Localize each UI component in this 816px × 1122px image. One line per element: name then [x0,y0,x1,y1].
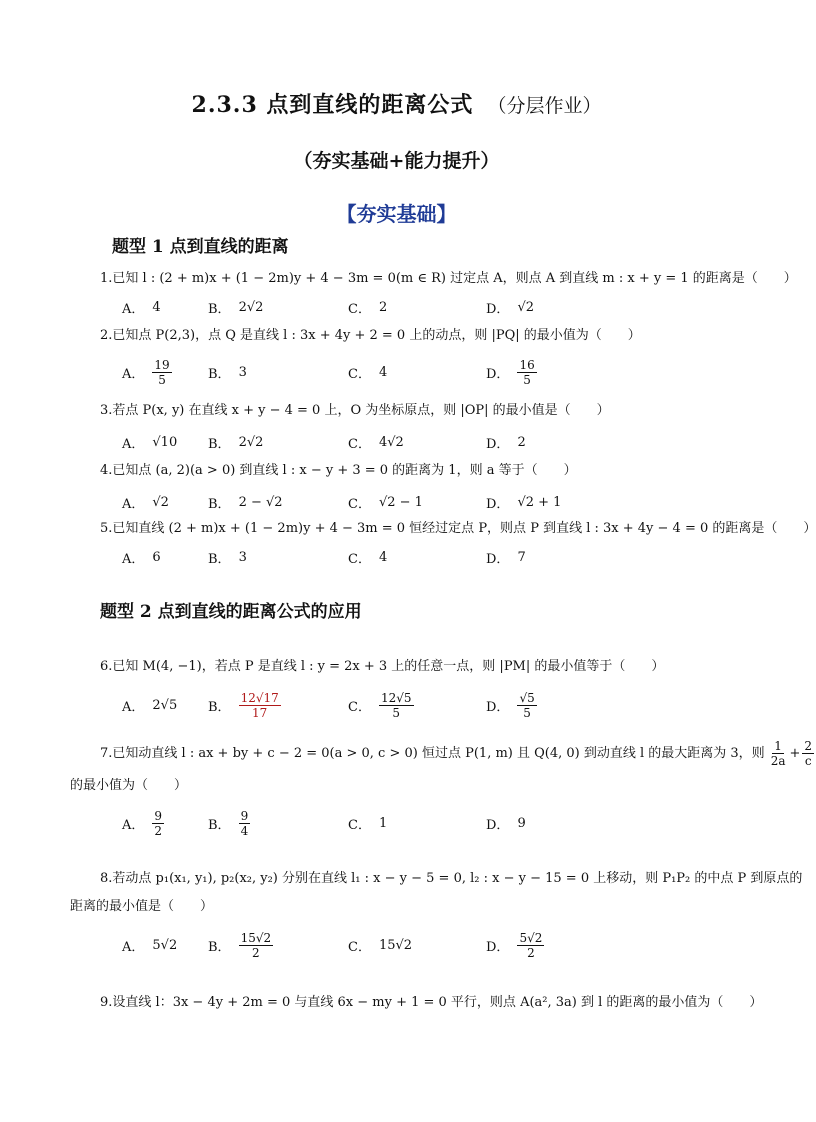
options-1 [122,289,742,325]
option-c: C． $\frac{12√5}{5}$ [348,690,412,720]
option-d: D． √2 [486,299,534,317]
option-d: D． $\frac{√5}{5}$ [486,690,535,720]
option-c: C． 2 [348,299,388,317]
title-sub: （分层作业） [487,95,602,117]
question-8-continued: 距离的最小值是（ ） [70,899,214,914]
option-a: A． √2 [122,494,169,512]
options-2 [122,354,742,390]
option-b: B． $\frac{12√17}{17}$ [208,690,279,720]
option-a: A． 5√2 [122,937,178,955]
question-3: 3.若点 P(x, y) 在直线 x + y − 4 = 0 上，O 为坐标原点，则 |OP| 的最小值是（ ） [100,403,610,418]
options-6 [122,687,742,723]
option-a: A． √10 [122,434,178,452]
option-d: D． $\frac{16}{5}$ [486,357,535,387]
question-2: 2.已知点 P(2,3)，点 Q 是直线 l : 3x + 4y + 2 = 0 上的动点，则 |PQ| 的最小值为（ ） [100,328,641,343]
options-7 [122,805,742,841]
option-c: C． 4 [348,364,388,382]
title-main: 2.3.3 点到直线的距离公式 [191,92,474,118]
option-a: A． $\frac{9}{2}$ [122,808,163,838]
question-5: 5.已知直线 (2 + m)x + (1 − 2m)y + 4 − 3m = 0 恒经过定点 P，则点 P 到直线 l : 3x + 4y − 4 = 0 的距离是（ ） [100,521,816,536]
question-6: 6.已知 M(4, −1)，若点 P 是直线 l : y = 2x + 3 上的任意一点，则 |PM| 的最小值等于（ ） [100,659,665,674]
options-3 [122,424,742,460]
question-9: 9.设直线 l：3x − 4y + 2m = 0 与直线 6x − my + 1 = 0 平行，则点 A(a², 3a) 到 l 的距离的最小值为（ ） [100,995,763,1010]
option-d: D． √2 + 1 [486,494,562,512]
option-c: C． 4√2 [348,434,404,452]
option-b: B． 2√2 [208,434,264,452]
option-d: D． $\frac{5√2}{2}$ [486,930,543,960]
option-b: B． 3 [208,364,247,382]
option-c: C． √2 − 1 [348,494,423,512]
option-a: A． 6 [122,549,161,567]
page-subtitle: （夯实基础+能力提升） [293,150,500,172]
stem-fraction-1: $\frac{1}{2a}$ [770,739,786,768]
question-8: 8.若动点 p₁(x₁, y₁), p₂(x₂, y₂) 分别在直线 l₁ : x − y − 5 = 0, l₂ : x − y − 15 = 0 上移动，则 P₁P₂ 的中点 P 到原点的 [100,871,803,886]
option-b: B． 2 − √2 [208,494,283,512]
option-a: A． 4 [122,299,161,317]
question-4: 4.已知点 (a, 2)(a > 0) 到直线 l : x − y + 3 = 0 的距离为 1，则 a 等于（ ） [100,463,577,478]
options-4 [122,484,742,520]
section-banner: 【夯实基础】 [336,202,457,226]
option-d: D． 7 [486,549,526,567]
option-b: B． $\frac{15√2}{2}$ [208,930,272,960]
options-5 [122,539,742,575]
type2-heading: 题型 2 点到直线的距离公式的应用 [100,602,362,622]
question-7: 7.已知动直线 l : ax + by + c − 2 = 0(a > 0, c > 0) 恒过点 P(1, m) 且 Q(4, 0) 到动直线 l 的最大距离为 3，则 $\frac{1}{2a}$ + $\frac{2}{c}$ [100,739,813,768]
option-b: B． 2√2 [208,299,264,317]
type1-heading: 题型 1 点到直线的距离 [112,237,289,257]
option-a: A． 2√5 [122,697,178,715]
question-1: 1.已知 l : (2 + m)x + (1 − 2m)y + 4 − 3m = 0(m ∈ R) 过定点 A，则点 A 到直线 m : x + y = 1 的距离是（ ） [100,271,797,286]
options-8 [122,927,742,963]
option-d: D． 9 [486,815,526,833]
option-d: D． 2 [486,434,526,452]
option-c: C． 4 [348,549,388,567]
option-c: C． 1 [348,815,388,833]
option-c: C． 15√2 [348,937,413,955]
page-title [0,88,793,119]
option-b: B． 3 [208,549,247,567]
option-a: A． $\frac{19}{5}$ [122,357,170,387]
question-7-continued: 的最小值为（ ） [70,778,188,793]
stem-fraction-2: $\frac{2}{c}$ [804,739,813,768]
option-b: B． $\frac{9}{4}$ [208,808,249,838]
